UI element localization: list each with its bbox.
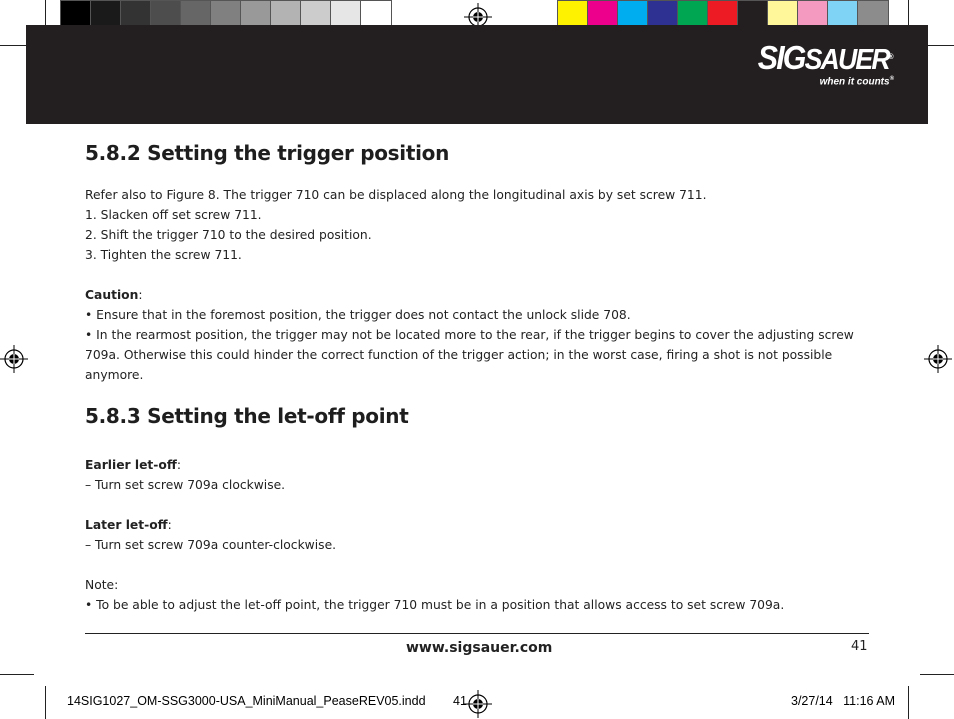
crop-mark: [0, 674, 34, 675]
caution-label: Caution:: [85, 288, 143, 302]
note-text: • To be able to adjust the let-off point, the trigger 710 must be in a position that allows access to set screw 709a.: [85, 598, 785, 612]
note-label: Note:: [85, 578, 119, 592]
caution-item: • Ensure that in the foremost position, the trigger does not contact the unlock slide 708.: [85, 308, 631, 322]
slug-page-number: 41: [453, 694, 467, 708]
caution-item: • In the rearmost position, the trigger may not be located more to the rear, if the trigger begins to cover the adjusting screw 709a. Otherwise this could hinder the correct function of the trigger action; in the worst case, firing a shot is not possible anymore.: [85, 328, 854, 382]
section-heading-let-off-point: 5.8.3 Setting the let-off point: [85, 404, 409, 428]
footer-website-link[interactable]: www.sigsauer.com: [406, 640, 553, 656]
sig-sauer-logo: [746, 41, 894, 87]
page-number: 41: [851, 639, 868, 654]
intro-paragraph: Refer also to Figure 8. The trigger 710 can be displaced along the longitudinal axis by set screw 711.: [85, 188, 707, 202]
slug-datetime: 3/27/14 11:16 AM: [791, 694, 896, 708]
crop-mark: [908, 686, 909, 719]
crop-mark: [45, 686, 46, 719]
later-let-off-label: Later let-off:: [85, 518, 172, 532]
earlier-let-off-label: Earlier let-off:: [85, 458, 181, 472]
page-content: [85, 141, 870, 615]
registration-mark-icon: [0, 345, 28, 373]
footer-rule: [85, 633, 869, 634]
step-item: 2. Shift the trigger 710 to the desired position.: [85, 228, 372, 242]
logo-wordmark: SIGSAUER®: [758, 39, 894, 76]
registration-mark-icon: [924, 345, 952, 373]
slug-filename: 14SIG1027_OM-SSG3000-USA_MiniManual_PeaseREV05.indd: [67, 694, 426, 708]
logo-tagline: when it counts®: [819, 76, 894, 88]
later-let-off-text: – Turn set screw 709a counter-clockwise.: [85, 538, 337, 552]
step-item: 3. Tighten the screw 711.: [85, 248, 242, 262]
section-heading-trigger-position: 5.8.2 Setting the trigger position: [85, 141, 450, 165]
crop-mark: [920, 674, 954, 675]
step-item: 1. Slacken off set screw 711.: [85, 208, 262, 222]
registration-mark-icon: [464, 690, 492, 718]
earlier-let-off-text: – Turn set screw 709a clockwise.: [85, 478, 286, 492]
